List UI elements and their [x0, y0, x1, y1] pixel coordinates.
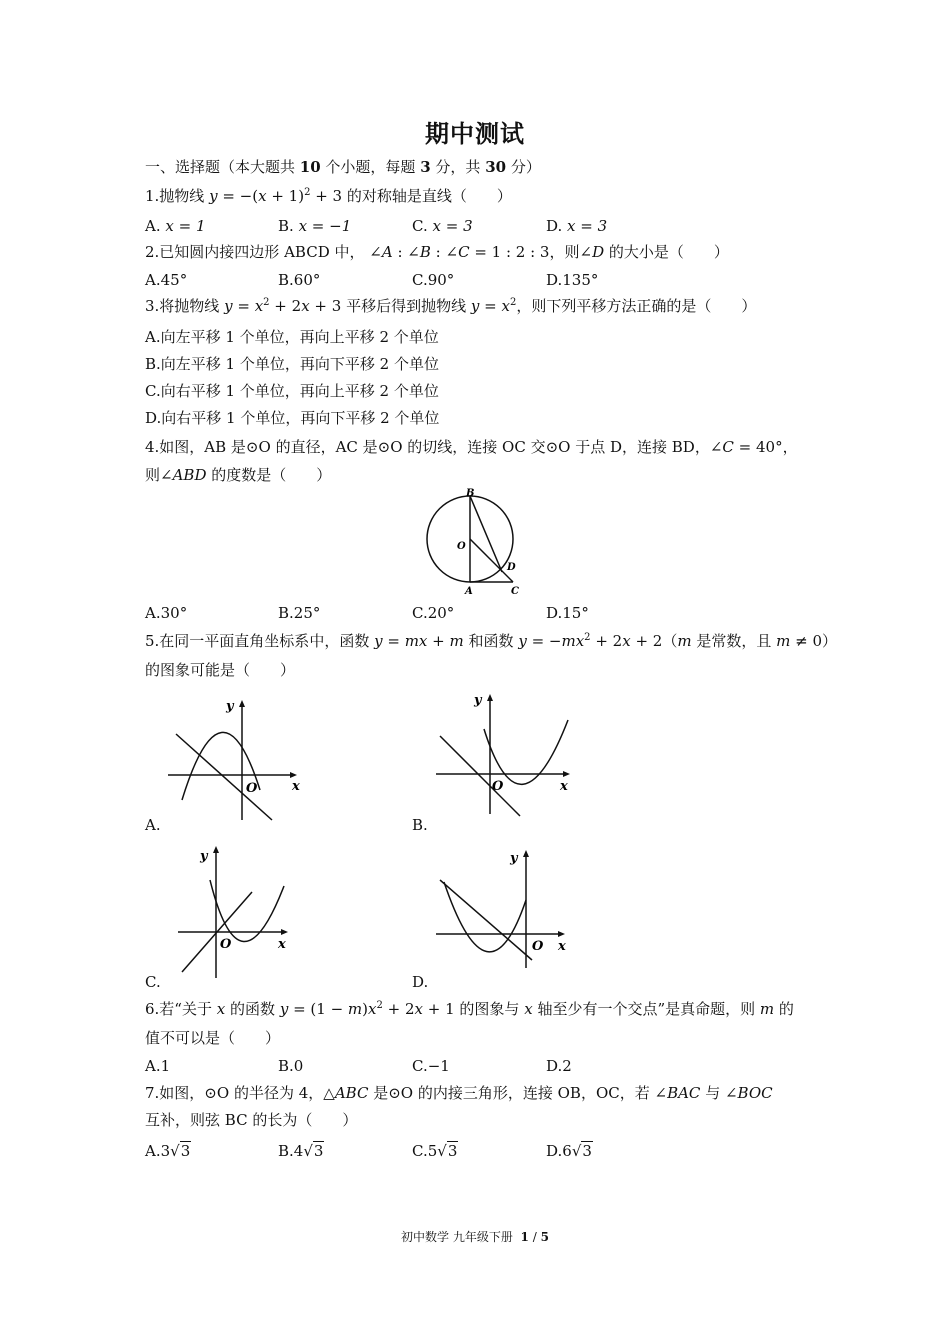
question-7-line-1: 7.如图，⊙O 的半径为 4，△ABC 是⊙O 的内接三角形，连接 OB，OC，若 ∠BAC 与 ∠BOC [145, 1084, 773, 1102]
q7-option-d[interactable]: D.6√3 [546, 1142, 592, 1160]
q6-option-c[interactable]: C.−1 [412, 1057, 450, 1075]
q4-option-c[interactable]: C.20° [412, 604, 455, 622]
label-a: A [465, 586, 473, 597]
question-3: 3.将抛物线 $y = x^2 + 2x + 3$ 平移后得到抛物线 $y = x^2$，则下列平移方法正确的是（ ） [145, 297, 757, 315]
q5-graph-c [170, 840, 300, 980]
q2-option-b[interactable]: B.60° [278, 271, 321, 289]
graph-d-x-label: x [558, 939, 566, 954]
page-title: 期中测试 [425, 119, 525, 148]
q7-option-b[interactable]: B.4√3 [278, 1142, 324, 1160]
section-heading: 一、选择题（本大题共 10 个小题，每题 3 分，共 30 分） [145, 158, 541, 176]
question-5-line-2: 的图象可能是（ ） [145, 661, 296, 679]
q5-graph-b [428, 684, 583, 824]
question-2: 2.已知圆内接四边形 ABCD 中， ∠A : ∠B : ∠C = 1 : 2 : 3，则∠D 的大小是（ ） [145, 243, 729, 261]
q2-option-a[interactable]: A.45° [145, 271, 188, 289]
q4-circle-figure [415, 486, 535, 601]
label-b: B [466, 488, 475, 499]
graph-a-x-label: x [292, 779, 300, 794]
graph-d-origin-label: O [532, 939, 544, 954]
question-1: 1.抛物线 $y = -(x + 1)^2 + 3$ 的对称轴是直线（ ） [145, 187, 512, 205]
q7-option-c[interactable]: C.5√3 [412, 1142, 458, 1160]
question-6-line-2: 值不可以是（ ） [145, 1029, 281, 1047]
graph-c-x-label: x [278, 937, 286, 952]
label-c: C [511, 586, 519, 597]
q4-option-d[interactable]: D.15° [546, 604, 589, 622]
q1-option-b[interactable]: B. x = −1 [278, 217, 352, 235]
graph-b-origin-label: O [492, 779, 504, 794]
question-4-line-2: 则∠ABD 的度数是（ ） [145, 466, 332, 484]
q6-option-d[interactable]: D.2 [546, 1057, 572, 1075]
q3-option-d[interactable]: D.向右平移 1 个单位，再向下平移 2 个单位 [145, 409, 440, 427]
label-d: D [507, 562, 516, 573]
q1-option-a[interactable]: A. x = 1 [145, 217, 206, 235]
q4-option-b[interactable]: B.25° [278, 604, 321, 622]
page-footer: 初中数学 九年级下册 1 / 5 [401, 1230, 549, 1244]
question-6-line-1: 6.若“关于 x 的函数 $y = (1 - m)x^2 + 2x + 1$ 的图象与 x 轴至少有一个交点”是真命题，则 m 的 [145, 1000, 794, 1018]
q5-option-d[interactable]: D. [412, 973, 429, 991]
question-7-line-2: 互补，则弦 BC 的长为（ ） [145, 1111, 358, 1129]
footer-page-number: 1 [520, 1230, 529, 1244]
q3-option-a[interactable]: A.向左平移 1 个单位，再向上平移 2 个单位 [145, 328, 439, 346]
graph-b-x-label: x [560, 779, 568, 794]
q5-graph-d [428, 842, 578, 972]
graph-b-y-label: y [474, 693, 482, 708]
label-o: O [457, 541, 466, 552]
q2-option-c[interactable]: C.90° [412, 271, 455, 289]
graph-c-y-label: y [200, 849, 208, 864]
graph-c-origin-label: O [220, 937, 232, 952]
q7-option-a[interactable]: A.3√3 [145, 1142, 191, 1160]
graph-d-y-label: y [510, 851, 518, 866]
question-4-line-1: 4.如图，AB 是⊙O 的直径，AC 是⊙O 的切线，连接 OC 交⊙O 于点 D，连接 BD，∠C = 40°， [145, 438, 798, 456]
q3-option-b[interactable]: B.向左平移 1 个单位，再向下平移 2 个单位 [145, 355, 439, 373]
q3-option-c[interactable]: C.向右平移 1 个单位，再向上平移 2 个单位 [145, 382, 439, 400]
q1-option-d[interactable]: D. x = 3 [546, 217, 608, 235]
q6-option-b[interactable]: B.0 [278, 1057, 304, 1075]
q6-option-a[interactable]: A.1 [145, 1057, 171, 1075]
q5-option-c[interactable]: C. [145, 973, 161, 991]
graph-a-origin-label: O [246, 781, 258, 796]
q5-option-a[interactable]: A. [145, 816, 161, 834]
q5-graph-a [160, 690, 310, 825]
q2-option-d[interactable]: D.135° [546, 271, 599, 289]
q1-option-c[interactable]: C. x = 3 [412, 217, 473, 235]
q5-option-b[interactable]: B. [412, 816, 428, 834]
question-5-line-1: 5.在同一平面直角坐标系中，函数 y = mx + m 和函数 $y = -mx^2 + 2x + 2(m$ 是常数，且 m ≠ 0） [145, 632, 838, 650]
footer-total-pages: 5 [540, 1230, 549, 1244]
graph-a-y-label: y [226, 699, 234, 714]
q4-option-a[interactable]: A.30° [145, 604, 188, 622]
